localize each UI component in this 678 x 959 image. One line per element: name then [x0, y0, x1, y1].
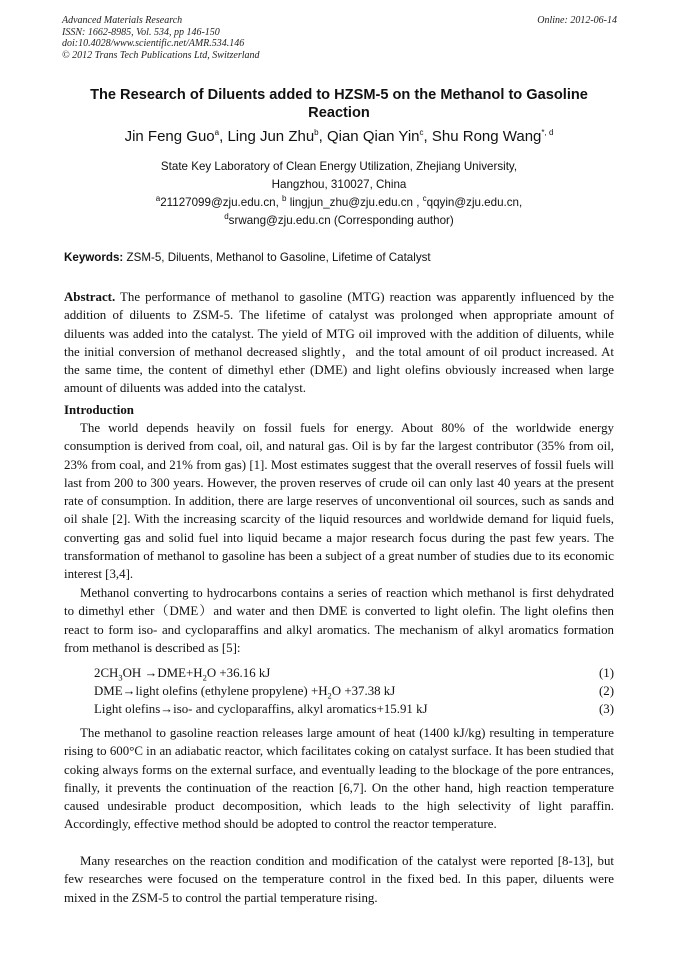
title-line-2: Reaction	[308, 105, 370, 121]
paper-title	[40, 86, 638, 122]
eq-sub: 2	[327, 690, 332, 701]
eq-text: O +36.16 kJ	[206, 666, 271, 680]
author-sup: *, d	[541, 128, 554, 137]
equation-block	[64, 664, 614, 718]
author-sup: b	[314, 128, 319, 137]
eq-text: iso- and cycloparaffins, alkyl aromatics+15.91 kJ	[173, 702, 428, 716]
eq-sub: 3	[118, 672, 123, 683]
journal-name: Advanced Materials Research	[62, 15, 183, 26]
eq-text: Light olefins	[94, 702, 161, 716]
online-date: Online: 2012-06-14	[537, 15, 617, 26]
email-sup: a	[155, 194, 161, 204]
author-name: Jin Feng Guo	[124, 128, 215, 145]
abstract-label: Abstract.	[64, 290, 116, 304]
author-sup: c	[419, 128, 424, 137]
email-b[interactable]: lingjun_zhu@zju.edu.cn ,	[286, 196, 423, 209]
keywords-label: Keywords:	[64, 251, 124, 264]
equation	[64, 664, 614, 682]
equation-number: (2)	[598, 684, 614, 698]
email-a[interactable]: 21127099@zju.edu.cn,	[160, 196, 283, 209]
eq-text: light olefins (ethylene propylene) +H	[135, 684, 328, 698]
equation-number: (1)	[598, 666, 614, 680]
arrow-icon: →	[122, 684, 136, 698]
abstract	[64, 288, 614, 398]
doi-line: doi:10.4028/www.scientific.net/AMR.534.146	[62, 38, 245, 49]
email-sup: b	[282, 194, 287, 204]
abstract-text: The performance of methanol to gasoline (MTG) reaction was apparently influenced by the addition of diluents to ZSM-5. The lifetime of catalyst was prolonged when appropriate amount of diluents was added into the catalyst. The yield of MTG oil improved with the addition of diluents, while the initial conversion of methanol decreased slightly，and the total amount of oil product increased. At the same time, the content of dimethyl ether (DME) and light olefins obviously increased when large amount of diluents was added into the catalyst.	[64, 290, 614, 396]
eq-text: O +37.38 kJ	[331, 684, 396, 698]
eq-text: DME+H	[157, 666, 203, 680]
equation	[64, 682, 614, 700]
equation-number: (3)	[598, 702, 614, 716]
copyright-line: © 2012 Trans Tech Publications Ltd, Switzerland	[62, 49, 260, 61]
equation	[64, 700, 614, 718]
intro-paragraph-1: The world depends heavily on fossil fuels for energy. About 80% of the worldwide energy consumption is derived from coal, oil, and natural gas. Oil is by far the largest contributor (35% from oil, 23% from coal, and 21% from gas) [1]. Most estimates suggest that the overall reserves of fossil fuels will last from 200 to 300 years. However, the proven reserves of crude oil can only last 40 years at the present rate of consumption. In addition, there are large reserves of unconventional oil sources, such as sands and oil shale [2]. With the increasing scarcity of the liquid resources and worldwide demand for liquid fuels, converting gas and solid fuel into liquid became a major research focus during the past few years. The transformation of methanol to gasoline has been a subject of a great number of studies due to its economic interest [3,4].	[64, 421, 614, 582]
email-c[interactable]: qqyin@zju.edu.cn,	[426, 196, 523, 209]
title-line-1: The Research of Diluents added to HZSM-5 on the Methanol to Gasoline	[90, 87, 588, 103]
eq-text: 2CH	[94, 666, 119, 680]
author-name: Shu Rong Wang	[431, 128, 542, 145]
intro-paragraph-3: The methanol to gasoline reaction releases large amount of heat (1400 kJ/kg) resulting in temperature rising to 600°C in an adiabatic reactor, which facilitates coking on catalyst surface. It has been studied that coking always forms on the external surface, and eventually leading to the blockage of the pore entrances, finally, it prevents the continuation of the reaction [6,7]. On the other hand, high reaction temperature caused undesirable product decomposition, which leads to the high selectivity of light paraffin. Accordingly, effective method should be adopted to control the reactor temperature.	[64, 726, 614, 832]
arrow-icon: →	[160, 702, 174, 716]
eq-text: DME	[94, 684, 123, 698]
affiliation-line-1: State Key Laboratory of Clean Energy Utilization, Zhejiang University,	[160, 160, 518, 173]
eq-text: OH	[122, 666, 145, 680]
author-name: Ling Jun Zhu	[227, 128, 315, 145]
intro-paragraph-2: Methanol converting to hydrocarbons contains a series of reaction which methanol is first dehydrated to dimethyl ether（DME）and water and then DME is converted to light olefin. The light olefins then react to form iso- and cycloparaffins and alkyl aromatics. The mechanism of alkyl aromatics formation from methanol is described as [5]:	[64, 586, 614, 655]
author-sup: a	[214, 128, 220, 137]
author-list: Jin Feng Guo$^a$, Ling Jun Zhu$^b$, Qian Qian Yin$^c$, Shu Rong Wang$^{*, d}$	[124, 128, 554, 145]
email-sup: c	[422, 194, 427, 204]
email-line-1	[40, 196, 638, 210]
email-sup: d	[224, 212, 229, 222]
email-line-2	[40, 214, 638, 228]
introduction-heading: Introduction	[64, 403, 134, 417]
arrow-icon: →	[144, 666, 158, 680]
keywords-text: ZSM-5, Diluents, Methanol to Gasoline, Lifetime of Catalyst	[123, 251, 431, 264]
author-name: Qian Qian Yin	[326, 128, 420, 145]
email-d[interactable]: srwang@zju.edu.cn (Corresponding author)	[228, 214, 454, 227]
issn-line: ISSN: 1662-8985, Vol. 534, pp 146-150	[62, 26, 220, 38]
intro-paragraph-4: Many researches on the reaction condition and modification of the catalyst were reported [8-13], but few researches were focused on the temperature control in the fixed bed. In this paper, diluents were mixed in the ZSM-5 to control the partial temperature rising.	[64, 854, 614, 905]
running-header	[62, 15, 617, 61]
keywords	[64, 251, 624, 265]
affiliation-line-2: Hangzhou, 310027, China	[271, 178, 407, 191]
eq-sub: 2	[202, 672, 207, 683]
